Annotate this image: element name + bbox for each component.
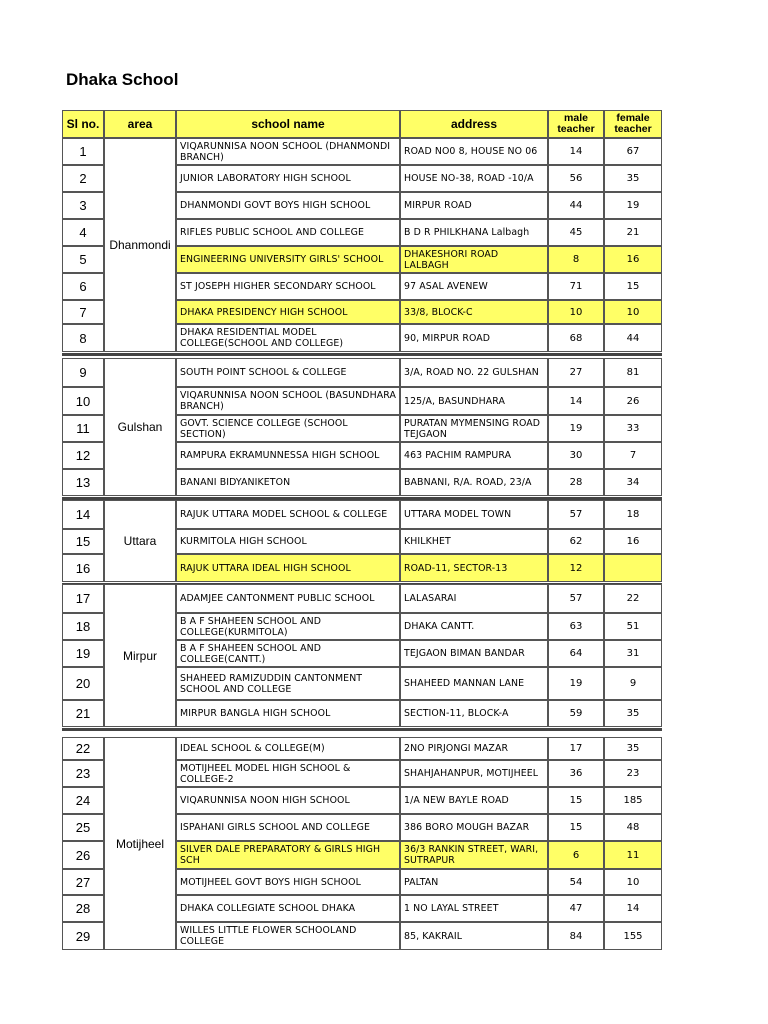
cell-name: SHAHEED RAMIZUDDIN CANTONMENT SCHOOL AND COLLEGE bbox=[176, 667, 400, 700]
cell-name: DHAKA COLLEGIATE SCHOOL DHAKA bbox=[176, 895, 400, 922]
cell-female: 15 bbox=[604, 273, 662, 300]
cell-name: ST JOSEPH HIGHER SECONDARY SCHOOL bbox=[176, 273, 400, 300]
cell-sl: 1 bbox=[62, 138, 104, 165]
cell-sl: 20 bbox=[62, 667, 104, 700]
cell-name: SOUTH POINT SCHOOL & COLLEGE bbox=[176, 358, 400, 387]
cell-female: 35 bbox=[604, 700, 662, 727]
cell-female: 26 bbox=[604, 387, 662, 415]
cell-male: 71 bbox=[548, 273, 604, 300]
cell-sl: 13 bbox=[62, 469, 104, 496]
cell-female: 9 bbox=[604, 667, 662, 700]
cell-male: 57 bbox=[548, 584, 604, 613]
cell-male: 47 bbox=[548, 895, 604, 922]
cell-sl: 12 bbox=[62, 442, 104, 469]
cell-address: 33/8, BLOCK-C bbox=[400, 300, 548, 324]
cell-female: 155 bbox=[604, 922, 662, 950]
cell-female: 10 bbox=[604, 869, 662, 895]
cell-male: 28 bbox=[548, 469, 604, 496]
header-address: address bbox=[400, 110, 548, 138]
cell-female: 22 bbox=[604, 584, 662, 613]
cell-male: 57 bbox=[548, 500, 604, 529]
cell-address: 125/A, BASUNDHARA bbox=[400, 387, 548, 415]
cell-female: 16 bbox=[604, 529, 662, 554]
cell-male: 54 bbox=[548, 869, 604, 895]
cell-name: MOTIJHEEL GOVT BOYS HIGH SCHOOL bbox=[176, 869, 400, 895]
cell-name: KURMITOLA HIGH SCHOOL bbox=[176, 529, 400, 554]
cell-female: 11 bbox=[604, 841, 662, 869]
cell-male: 15 bbox=[548, 787, 604, 814]
cell-male: 59 bbox=[548, 700, 604, 727]
cell-address: DHAKESHORI ROAD LALBAGH bbox=[400, 246, 548, 273]
cell-male: 44 bbox=[548, 192, 604, 219]
header-sl: Sl no. bbox=[62, 110, 104, 138]
cell-female: 7 bbox=[604, 442, 662, 469]
cell-male: 62 bbox=[548, 529, 604, 554]
cell-sl: 8 bbox=[62, 324, 104, 352]
cell-sl: 7 bbox=[62, 300, 104, 324]
cell-male: 30 bbox=[548, 442, 604, 469]
cell-male: 12 bbox=[548, 554, 604, 582]
cell-address: PURATAN MYMENSING ROAD TEJGAON bbox=[400, 415, 548, 442]
cell-name: RAJUK UTTARA IDEAL HIGH SCHOOL bbox=[176, 554, 400, 582]
area-cell: Uttara bbox=[104, 500, 176, 582]
cell-sl: 16 bbox=[62, 554, 104, 582]
cell-female: 19 bbox=[604, 192, 662, 219]
cell-sl: 5 bbox=[62, 246, 104, 273]
cell-address: KHILKHET bbox=[400, 529, 548, 554]
cell-address: SECTION-11, BLOCK-A bbox=[400, 700, 548, 727]
cell-name: MOTIJHEEL MODEL HIGH SCHOOL & COLLEGE-2 bbox=[176, 760, 400, 787]
cell-address: 2NO PIRJONGI MAZAR bbox=[400, 737, 548, 760]
cell-male: 8 bbox=[548, 246, 604, 273]
area-cell: Dhanmondi bbox=[104, 138, 176, 352]
cell-name: GOVT. SCIENCE COLLEGE (SCHOOL SECTION) bbox=[176, 415, 400, 442]
cell-name: WILLES LITTLE FLOWER SCHOOLAND COLLEGE bbox=[176, 922, 400, 950]
cell-sl: 27 bbox=[62, 869, 104, 895]
cell-name: VIQARUNNISA NOON HIGH SCHOOL bbox=[176, 787, 400, 814]
cell-sl: 21 bbox=[62, 700, 104, 727]
cell-name: ENGINEERING UNIVERSITY GIRLS' SCHOOL bbox=[176, 246, 400, 273]
cell-male: 6 bbox=[548, 841, 604, 869]
cell-address: ROAD-11, SECTOR-13 bbox=[400, 554, 548, 582]
header-school-name: school name bbox=[176, 110, 400, 138]
cell-address: 90, MIRPUR ROAD bbox=[400, 324, 548, 352]
cell-name: VIQARUNNISA NOON SCHOOL (DHANMONDI BRANCH) bbox=[176, 138, 400, 165]
cell-female: 81 bbox=[604, 358, 662, 387]
cell-address: SHAHEED MANNAN LANE bbox=[400, 667, 548, 700]
cell-name: JUNIOR LABORATORY HIGH SCHOOL bbox=[176, 165, 400, 192]
page-title: Dhaka School bbox=[66, 70, 179, 89]
cell-address: BABNANI, R/A. ROAD, 23/A bbox=[400, 469, 548, 496]
cell-female: 48 bbox=[604, 814, 662, 841]
cell-name: DHANMONDI GOVT BOYS HIGH SCHOOL bbox=[176, 192, 400, 219]
cell-name: ISPAHANI GIRLS SCHOOL AND COLLEGE bbox=[176, 814, 400, 841]
cell-sl: 24 bbox=[62, 787, 104, 814]
cell-sl: 4 bbox=[62, 219, 104, 246]
cell-sl: 25 bbox=[62, 814, 104, 841]
cell-address: HOUSE NO-38, ROAD -10/A bbox=[400, 165, 548, 192]
cell-sl: 28 bbox=[62, 895, 104, 922]
group-divider bbox=[62, 353, 662, 356]
cell-sl: 18 bbox=[62, 613, 104, 640]
cell-male: 36 bbox=[548, 760, 604, 787]
cell-male: 15 bbox=[548, 814, 604, 841]
cell-female: 35 bbox=[604, 165, 662, 192]
cell-sl: 3 bbox=[62, 192, 104, 219]
cell-male: 84 bbox=[548, 922, 604, 950]
cell-name: DHAKA RESIDENTIAL MODEL COLLEGE(SCHOOL AND COLLEGE) bbox=[176, 324, 400, 352]
cell-male: 27 bbox=[548, 358, 604, 387]
cell-sl: 2 bbox=[62, 165, 104, 192]
cell-address: PALTAN bbox=[400, 869, 548, 895]
cell-address: 97 ASAL AVENEW bbox=[400, 273, 548, 300]
cell-male: 10 bbox=[548, 300, 604, 324]
header-male-teacher: male teacher bbox=[548, 110, 604, 138]
cell-female: 67 bbox=[604, 138, 662, 165]
cell-female: 14 bbox=[604, 895, 662, 922]
cell-name: B A F SHAHEEN SCHOOL AND COLLEGE(CANTT.) bbox=[176, 640, 400, 667]
cell-sl: 14 bbox=[62, 500, 104, 529]
cell-address: 85, KAKRAIL bbox=[400, 922, 548, 950]
cell-address: 1/A NEW BAYLE ROAD bbox=[400, 787, 548, 814]
cell-sl: 15 bbox=[62, 529, 104, 554]
cell-name: RAMPURA EKRAMUNNESSA HIGH SCHOOL bbox=[176, 442, 400, 469]
cell-sl: 11 bbox=[62, 415, 104, 442]
cell-address: 386 BORO MOUGH BAZAR bbox=[400, 814, 548, 841]
cell-female: 10 bbox=[604, 300, 662, 324]
cell-male: 56 bbox=[548, 165, 604, 192]
cell-name: RIFLES PUBLIC SCHOOL AND COLLEGE bbox=[176, 219, 400, 246]
cell-name: IDEAL SCHOOL & COLLEGE(M) bbox=[176, 737, 400, 760]
cell-address: 1 NO LAYAL STREET bbox=[400, 895, 548, 922]
cell-female: 51 bbox=[604, 613, 662, 640]
group-divider bbox=[62, 728, 662, 731]
cell-female: 34 bbox=[604, 469, 662, 496]
cell-female: 33 bbox=[604, 415, 662, 442]
cell-address: SHAHJAHANPUR, MOTIJHEEL bbox=[400, 760, 548, 787]
cell-sl: 23 bbox=[62, 760, 104, 787]
cell-sl: 9 bbox=[62, 358, 104, 387]
cell-male: 63 bbox=[548, 613, 604, 640]
cell-sl: 10 bbox=[62, 387, 104, 415]
cell-sl: 6 bbox=[62, 273, 104, 300]
cell-address: TEJGAON BIMAN BANDAR bbox=[400, 640, 548, 667]
area-cell: Gulshan bbox=[104, 358, 176, 496]
cell-name: VIQARUNNISA NOON SCHOOL (BASUNDHARA BRANCH) bbox=[176, 387, 400, 415]
cell-female: 185 bbox=[604, 787, 662, 814]
cell-address: LALASARAI bbox=[400, 584, 548, 613]
cell-female: 35 bbox=[604, 737, 662, 760]
cell-name: RAJUK UTTARA MODEL SCHOOL & COLLEGE bbox=[176, 500, 400, 529]
cell-female: 21 bbox=[604, 219, 662, 246]
area-cell: Mirpur bbox=[104, 584, 176, 727]
cell-male: 45 bbox=[548, 219, 604, 246]
cell-address: 463 PACHIM RAMPURA bbox=[400, 442, 548, 469]
cell-male: 19 bbox=[548, 415, 604, 442]
cell-address: 3/A, ROAD NO. 22 GULSHAN bbox=[400, 358, 548, 387]
cell-name: SILVER DALE PREPARATORY & GIRLS HIGH SCH bbox=[176, 841, 400, 869]
cell-address: MIRPUR ROAD bbox=[400, 192, 548, 219]
cell-sl: 22 bbox=[62, 737, 104, 760]
cell-female: 31 bbox=[604, 640, 662, 667]
area-cell: Motijheel bbox=[104, 737, 176, 950]
cell-name: DHAKA PRESIDENCY HIGH SCHOOL bbox=[176, 300, 400, 324]
header-female-teacher: female teacher bbox=[604, 110, 662, 138]
cell-male: 19 bbox=[548, 667, 604, 700]
cell-male: 68 bbox=[548, 324, 604, 352]
cell-sl: 26 bbox=[62, 841, 104, 869]
cell-female: 23 bbox=[604, 760, 662, 787]
cell-male: 17 bbox=[548, 737, 604, 760]
cell-address: 36/3 RANKIN STREET, WARI, SUTRAPUR bbox=[400, 841, 548, 869]
cell-address: DHAKA CANTT. bbox=[400, 613, 548, 640]
cell-sl: 29 bbox=[62, 922, 104, 950]
cell-female: 16 bbox=[604, 246, 662, 273]
cell-name: ADAMJEE CANTONMENT PUBLIC SCHOOL bbox=[176, 584, 400, 613]
cell-address: ROAD NO0 8, HOUSE NO 06 bbox=[400, 138, 548, 165]
cell-female: 18 bbox=[604, 500, 662, 529]
cell-name: BANANI BIDYANIKETON bbox=[176, 469, 400, 496]
cell-address: UTTARA MODEL TOWN bbox=[400, 500, 548, 529]
cell-female bbox=[604, 554, 662, 582]
cell-male: 14 bbox=[548, 387, 604, 415]
cell-sl: 17 bbox=[62, 584, 104, 613]
cell-name: B A F SHAHEEN SCHOOL AND COLLEGE(KURMITOLA) bbox=[176, 613, 400, 640]
cell-male: 64 bbox=[548, 640, 604, 667]
cell-female: 44 bbox=[604, 324, 662, 352]
header-area: area bbox=[104, 110, 176, 138]
cell-address: B D R PHILKHANA Lalbagh bbox=[400, 219, 548, 246]
cell-sl: 19 bbox=[62, 640, 104, 667]
cell-male: 14 bbox=[548, 138, 604, 165]
cell-name: MIRPUR BANGLA HIGH SCHOOL bbox=[176, 700, 400, 727]
